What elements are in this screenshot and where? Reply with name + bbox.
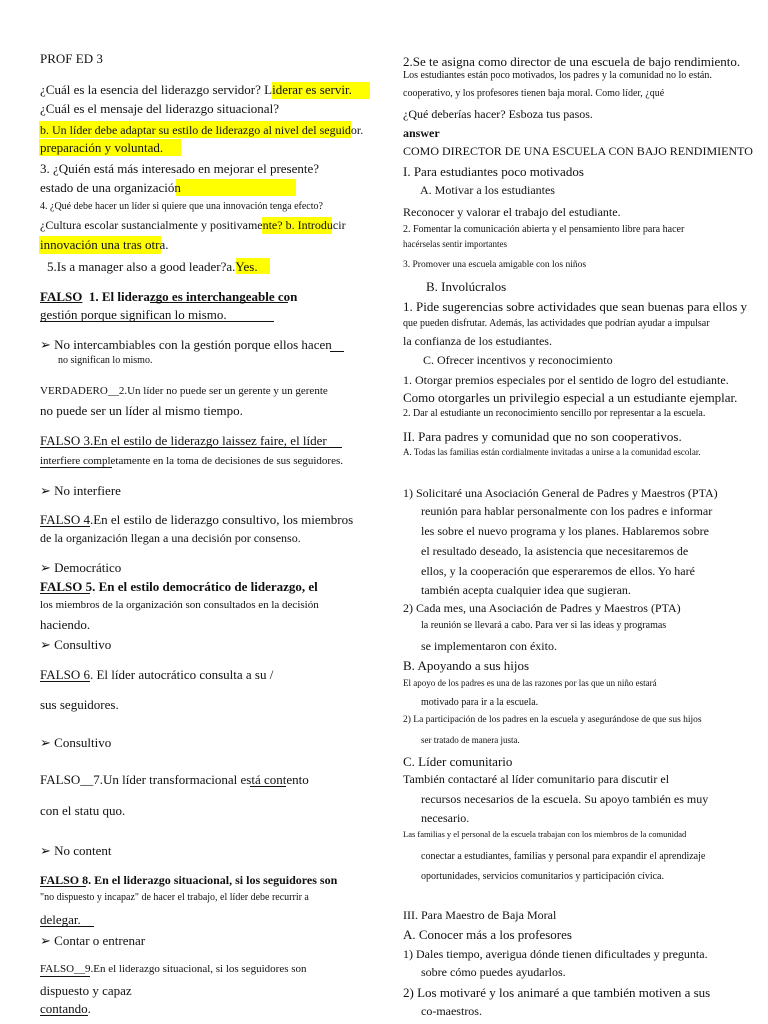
problem-2-text: ¿Qué deberías hacer? Esboza tus pasos. bbox=[403, 107, 593, 121]
highlight bbox=[176, 179, 296, 196]
list-item: el resultado deseado, la asistencia que necesitaremos de bbox=[421, 544, 689, 558]
statement-1-text: 1. El liderazgo es interchangeable con bbox=[88, 289, 298, 304]
subsection: A. Conocer más a los profesores bbox=[403, 927, 572, 942]
list-item: Como otorgarles un privilegio especial a un estudiante ejemplar. bbox=[403, 390, 738, 405]
list-item: sobre cómo puedes ayudarlos. bbox=[421, 965, 566, 979]
list-item: ellos, y la cooperación que esperaremos de ellos. Yo haré bbox=[421, 564, 695, 578]
statement-6: FALSO 6. El líder autocrático consulta a su / bbox=[40, 667, 274, 682]
statement-9: dispuesto y capaz bbox=[40, 983, 132, 998]
bullet-point: ➢ No content bbox=[40, 843, 112, 858]
list-item: hacérselas sentir importantes bbox=[403, 239, 507, 249]
statement-5: FALSO 5. En el estilo democrático de liderazgo, el bbox=[40, 579, 318, 594]
answer-heading: COMO DIRECTOR DE UNA ESCUELA CON BAJO RENDIMIENTO bbox=[403, 144, 753, 158]
list-item: motivado para ir a la escuela. bbox=[421, 697, 539, 708]
list-item: 2. Fomentar la comunicación abierta y el pensamiento libre para hacer bbox=[403, 224, 685, 235]
list-item: que pueden disfrutar. Además, las actividades que podrían ayudar a impulsar bbox=[403, 318, 710, 329]
underline bbox=[40, 526, 90, 527]
list-item: 3. Promover una escuela amigable con los niños bbox=[403, 260, 587, 270]
list-item: 2) Cada mes, una Asociación de Padres y Maestros (PTA) bbox=[403, 601, 681, 615]
statement-5: los miembros de la organización son consultados en la decisión bbox=[40, 599, 319, 611]
list-item: 2) La participación de los padres en la escuela y asegurándose de que sus hijos bbox=[403, 715, 702, 725]
statement-5: haciendo. bbox=[40, 617, 91, 632]
list-item: 1) Solicitaré una Asociación General de Padres y Maestros (PTA) bbox=[403, 486, 718, 500]
question-3: 3. ¿Quién está más interesado en mejorar el presente? bbox=[40, 161, 320, 176]
section-i: I. Para estudiantes poco motivados bbox=[403, 164, 584, 179]
underline bbox=[40, 681, 90, 682]
list-item: reunión para hablar personalmente con los padres e informar bbox=[421, 504, 713, 518]
list-item: ser tratado de manera justa. bbox=[421, 735, 520, 745]
section-ii: II. Para padres y comunidad que no son cooperativos. bbox=[403, 429, 682, 444]
underline bbox=[40, 467, 112, 468]
question-4-answer: Introducir bbox=[297, 218, 346, 232]
question-4-text: ¿Cultura escolar sustancialmente y positivamente? b. bbox=[40, 218, 295, 232]
underline bbox=[40, 976, 90, 977]
statement-1: gestión porque significan lo mismo. bbox=[40, 307, 227, 322]
question-1-answer: s servir. bbox=[311, 82, 352, 97]
list-item: También contactaré al líder comunitario para discutir el bbox=[403, 772, 670, 786]
list-item: 1. Otorgar premios especiales por el sentido de logro del estudiante. bbox=[403, 373, 729, 387]
subsection: A. Motivar a los estudiantes bbox=[420, 183, 555, 197]
list-item: les sobre el nuevo programa y los planes. Hablaremos sobre bbox=[421, 524, 709, 538]
question-4 bbox=[40, 219, 346, 231]
underline bbox=[150, 302, 288, 303]
list-item: la confianza de los estudiantes. bbox=[403, 334, 552, 348]
page-header: PROF ED 3 bbox=[40, 51, 103, 66]
bullet-point: no significan lo mismo. bbox=[58, 355, 153, 366]
subsection: B. Apoyando a sus hijos bbox=[403, 658, 530, 673]
list-item: El apoyo de los padres es una de las razones por las que un niño estará bbox=[403, 678, 657, 688]
statement-7: FALSO__7.Un líder transformacional está contento bbox=[40, 772, 309, 787]
statement-3: interfiere completamente en la toma de decisiones de sus seguidores. bbox=[40, 455, 344, 467]
statement-3: FALSO 3.En el estilo de liderazgo laissez faire, el líder bbox=[40, 433, 327, 448]
list-item: conectar a estudiantes, familias y personal para expandir el aprendizaje bbox=[421, 851, 706, 862]
question-2-answer: b. Un líder debe adaptar su estilo de liderazgo al nivel del seguidor. bbox=[40, 123, 364, 137]
problem-2-text: Los estudiantes están poco motivados, los padres y la comunidad no lo están. bbox=[403, 70, 712, 81]
answer-label: answer bbox=[403, 126, 440, 140]
list-item: recursos necesarios de la escuela. Su apoyo también es muy bbox=[421, 792, 709, 806]
question-1 bbox=[40, 83, 352, 96]
statement-6: sus seguidores. bbox=[40, 697, 119, 712]
underline bbox=[40, 321, 274, 322]
section-iii: III. Para Maestro de Baja Moral bbox=[403, 908, 557, 922]
underline bbox=[330, 351, 344, 352]
bullet-point: ➢ No intercambiables con la gestión porque ellos hacen bbox=[40, 337, 332, 352]
bullet-point: ➢ Democrático bbox=[40, 560, 122, 575]
underline bbox=[40, 886, 86, 887]
question-2: ¿Cuál es el mensaje del liderazgo situacional? bbox=[40, 101, 279, 116]
subsection: B. Involúcralos bbox=[426, 279, 507, 294]
statement-9: contando. bbox=[40, 1001, 91, 1016]
list-item: también acepta cualquier idea que sugieran. bbox=[421, 583, 631, 597]
list-item: 2. Dar al estudiante un reconocimiento sencillo por representar a la escuela. bbox=[403, 408, 706, 419]
statement-9: FALSO__9.En el liderazgo situacional, si los seguidores son bbox=[40, 963, 307, 975]
statement-8: "no dispuesto y incapaz" de hacer el trabajo, el líder debe recurrir a bbox=[40, 892, 309, 903]
underline bbox=[40, 1015, 88, 1016]
underline bbox=[40, 926, 94, 927]
statement-8: FALSO 8. En el liderazgo situacional, si los seguidores son bbox=[40, 873, 338, 887]
statement-2: VERDADERO__2.Un líder no puede ser un gerente y un gerente bbox=[40, 385, 328, 397]
bullet-point: ➢ No interfiere bbox=[40, 483, 121, 498]
question-1-text: ¿Cuál es la esencia del liderazgo servidor? Liderar e bbox=[40, 82, 312, 97]
subsection: C. Líder comunitario bbox=[403, 754, 513, 769]
statement-7: con el statu quo. bbox=[40, 803, 126, 818]
list-item: necesario. bbox=[421, 811, 470, 825]
list-item: Reconocer y valorar el trabajo del estudiante. bbox=[403, 205, 621, 219]
list-item: 1. Pide sugerencias sobre actividades que sean buenas para ellos y bbox=[403, 299, 748, 314]
statement-4: de la organización llegan a una decisión por consenso. bbox=[40, 531, 301, 545]
list-item: 1) Dales tiempo, averigua dónde tienen dificultades y pregunta. bbox=[403, 947, 708, 961]
statement-4: FALSO 4.En el estilo de liderazgo consultivo, los miembros bbox=[40, 512, 354, 527]
list-item: co-maestros. bbox=[421, 1004, 482, 1018]
underline bbox=[40, 447, 342, 448]
problem-2-text: cooperativo, y los profesores tienen baja moral. Como líder, ¿qué bbox=[403, 88, 665, 99]
list-item: 2) Los motivaré y los animaré a que también motiven a sus bbox=[403, 985, 711, 1000]
subsection: C. Ofrecer incentivos y reconocimiento bbox=[423, 353, 613, 367]
question-5: 5.Is a manager also a good leader?a.Yes. bbox=[47, 259, 258, 274]
list-item: Las familias y el personal de la escuela trabajan con los miembros de la comunidad bbox=[403, 829, 687, 839]
answer-falso: FALSO bbox=[40, 289, 83, 304]
question-4-answer: innovación una tras otra. bbox=[40, 237, 169, 252]
list-item: se implementaron con éxito. bbox=[421, 639, 557, 653]
question-2-answer: preparación y voluntad. bbox=[40, 140, 164, 155]
underline bbox=[250, 786, 286, 787]
problem-2-title: 2.Se te asigna como director de una escuela de bajo rendimiento. bbox=[403, 54, 741, 69]
bullet-point: ➢ Consultivo bbox=[40, 637, 112, 652]
list-item: la reunión se llevará a cabo. Para ver si las ideas y programas bbox=[421, 620, 667, 631]
list-item: oportunidades, servicios comunitarios y participación cívica. bbox=[421, 871, 664, 882]
underline bbox=[40, 593, 90, 594]
subsection: A. Todas las familias están cordialmente invitadas a unirse a la comunidad escolar. bbox=[403, 447, 701, 457]
statement-8: delegar. bbox=[40, 912, 81, 927]
bullet-point: ➢ Contar o entrenar bbox=[40, 933, 146, 948]
question-4: 4. ¿Qué debe hacer un líder si quiere que una innovación tenga efecto? bbox=[40, 201, 323, 212]
question-3: estado de una organización bbox=[40, 180, 181, 195]
statement-2: no puede ser un líder al mismo tiempo. bbox=[40, 403, 243, 418]
bullet-point: ➢ Consultivo bbox=[40, 735, 112, 750]
